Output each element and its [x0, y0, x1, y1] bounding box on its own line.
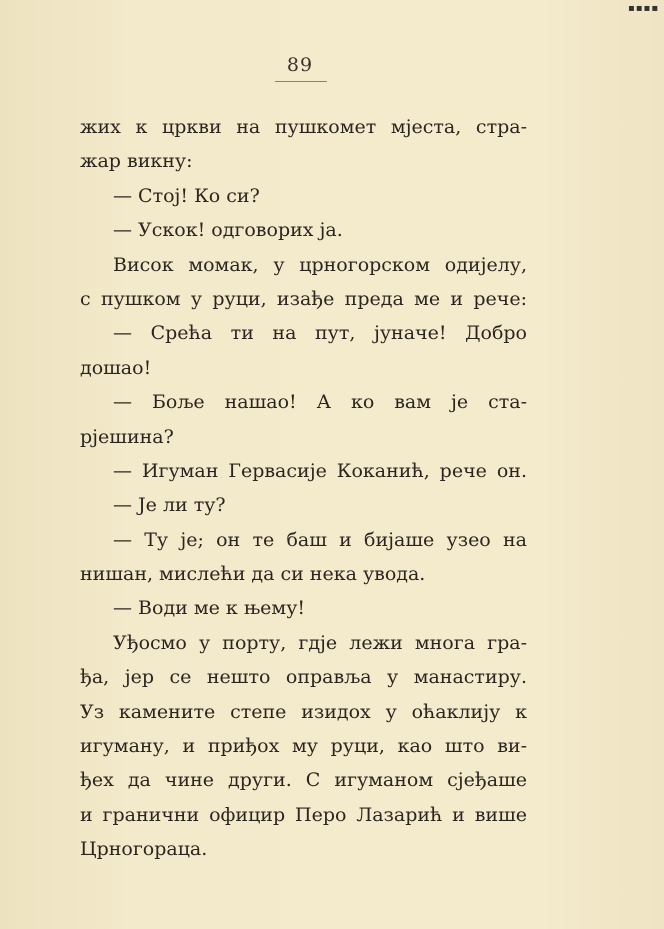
- dialogue-line: — Води ме к њему!: [113, 597, 306, 620]
- dialogue-line: — Срећа ти на пут, јуначе! Добро: [113, 322, 527, 345]
- text-line: с пушком у руци, изађе преда ме и рече:: [80, 287, 527, 310]
- text-line: и гранични официр Перо Лазарић и више: [80, 803, 527, 826]
- dialogue-line: — Ту је; он те баш и бијаше узео на: [113, 528, 527, 551]
- text-line: ђех да чине други. С игуманом сјеђаше: [80, 769, 527, 792]
- corner-marking: ▪▪▪▪: [628, 3, 660, 14]
- page-number: 89: [286, 54, 314, 76]
- text-line: нишан, мислећи да си нека увода.: [80, 563, 426, 586]
- text-line: Црногораца.: [80, 838, 208, 861]
- text-line: дошао!: [80, 356, 152, 379]
- text-line: Уз камените степе изидох у оћаклију к: [80, 700, 527, 723]
- dialogue-line: — Је ли ту?: [113, 494, 226, 517]
- dialogue-line: — Боље нашао! А ко вам је ста-: [113, 391, 527, 414]
- text-line: рјешина?: [80, 425, 174, 448]
- dialogue-line: — Игуман Гервасије Коканић, рече он.: [113, 459, 527, 482]
- paragraph-start: Висок момак, у црногорском одијелу,: [113, 253, 527, 276]
- body-text: [80, 110, 527, 867]
- text-line: жар викну:: [80, 150, 193, 173]
- text-line: ђа, јер се нешто оправља у манастиру.: [80, 666, 527, 689]
- page-number-underline: [275, 81, 327, 82]
- paragraph-start: Уђосмо у порту, гдје лежи многа гра-: [113, 631, 527, 654]
- text-line: игуману, и приђох му руци, као што ви-: [80, 735, 527, 758]
- dialogue-line: — Ускок! одговорих ја.: [113, 219, 343, 242]
- text-line: жих к цркви на пушкомет мјеста, стра-: [80, 116, 527, 138]
- dialogue-line: — Стој! Ко си?: [113, 184, 260, 207]
